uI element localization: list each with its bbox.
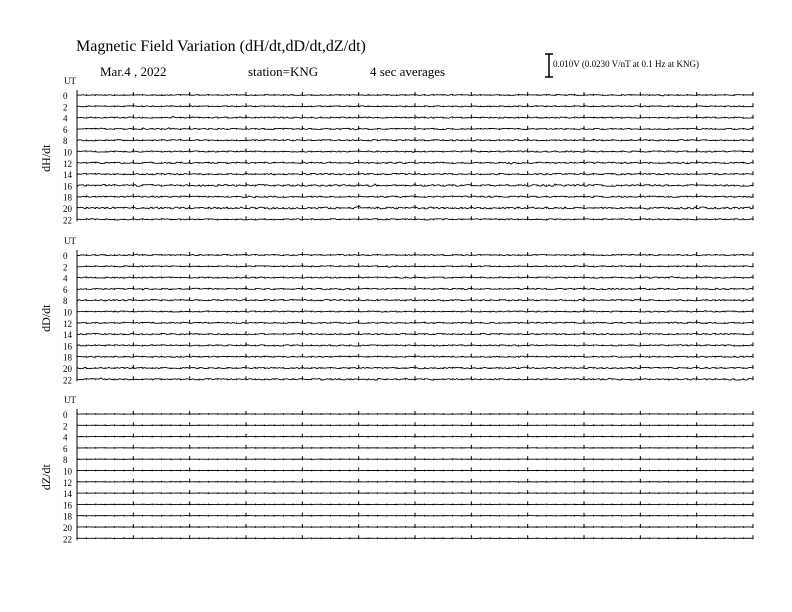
row-label: 14 — [63, 330, 72, 341]
row-label: 16 — [63, 341, 72, 352]
row-label: 0 — [63, 91, 68, 101]
row-label: 2 — [63, 262, 68, 273]
row-label: 22 — [63, 375, 72, 386]
row-label: 22 — [63, 534, 72, 545]
row-label: 18 — [63, 192, 72, 203]
row-label: 16 — [63, 181, 72, 192]
row-label: 4 — [63, 113, 68, 124]
row-label: 18 — [63, 352, 72, 363]
row-label: 12 — [63, 318, 72, 329]
axis-label-dH-dt: dH/dt — [39, 144, 53, 172]
row-label: 2 — [63, 102, 68, 113]
row-label: 6 — [63, 284, 68, 295]
row-label: 8 — [63, 455, 68, 466]
scale-bar — [545, 54, 553, 77]
page-title: Magnetic Field Variation (dH/dt,dD/dt,dZ/dt) — [76, 38, 366, 55]
panel-dD-dt — [39, 236, 753, 385]
row-label: 2 — [63, 421, 68, 432]
row-label: 22 — [63, 215, 72, 226]
row-label: 0 — [63, 410, 68, 420]
row-label: 12 — [63, 477, 72, 488]
row-label: 6 — [63, 124, 68, 135]
ut-label: UT — [64, 76, 76, 86]
row-label: 14 — [63, 489, 72, 500]
averaging-label: 4 sec averages — [370, 64, 446, 79]
row-label: 16 — [63, 500, 72, 511]
row-label: 4 — [63, 432, 68, 443]
station-label: station=KNG — [248, 64, 319, 79]
row-label: 14 — [63, 170, 72, 181]
row-label: 20 — [63, 364, 72, 374]
panel-dZ-dt — [39, 395, 753, 544]
ut-label: UT — [64, 395, 76, 405]
date-label: Mar.4 , 2022 — [100, 64, 167, 79]
row-label: 18 — [63, 511, 72, 522]
row-label: 12 — [63, 158, 72, 169]
axis-label-dD-dt: dD/dt — [39, 304, 53, 332]
row-label: 10 — [63, 307, 72, 318]
row-label: 10 — [63, 147, 72, 158]
axis-label-dZ-dt: dZ/dt — [39, 464, 53, 491]
row-label: 0 — [63, 251, 68, 261]
row-label: 6 — [63, 443, 68, 454]
row-label: 10 — [63, 466, 72, 477]
row-label: 20 — [63, 523, 72, 533]
row-label: 20 — [63, 204, 72, 214]
row-label: 8 — [63, 296, 68, 307]
scale-label: 0.010V (0.0230 V/nT at 0.1 Hz at KNG) — [553, 59, 699, 69]
row-label: 8 — [63, 136, 68, 147]
row-label: 4 — [63, 273, 68, 284]
ut-label: UT — [64, 236, 76, 246]
panel-dH-dt — [39, 76, 753, 225]
